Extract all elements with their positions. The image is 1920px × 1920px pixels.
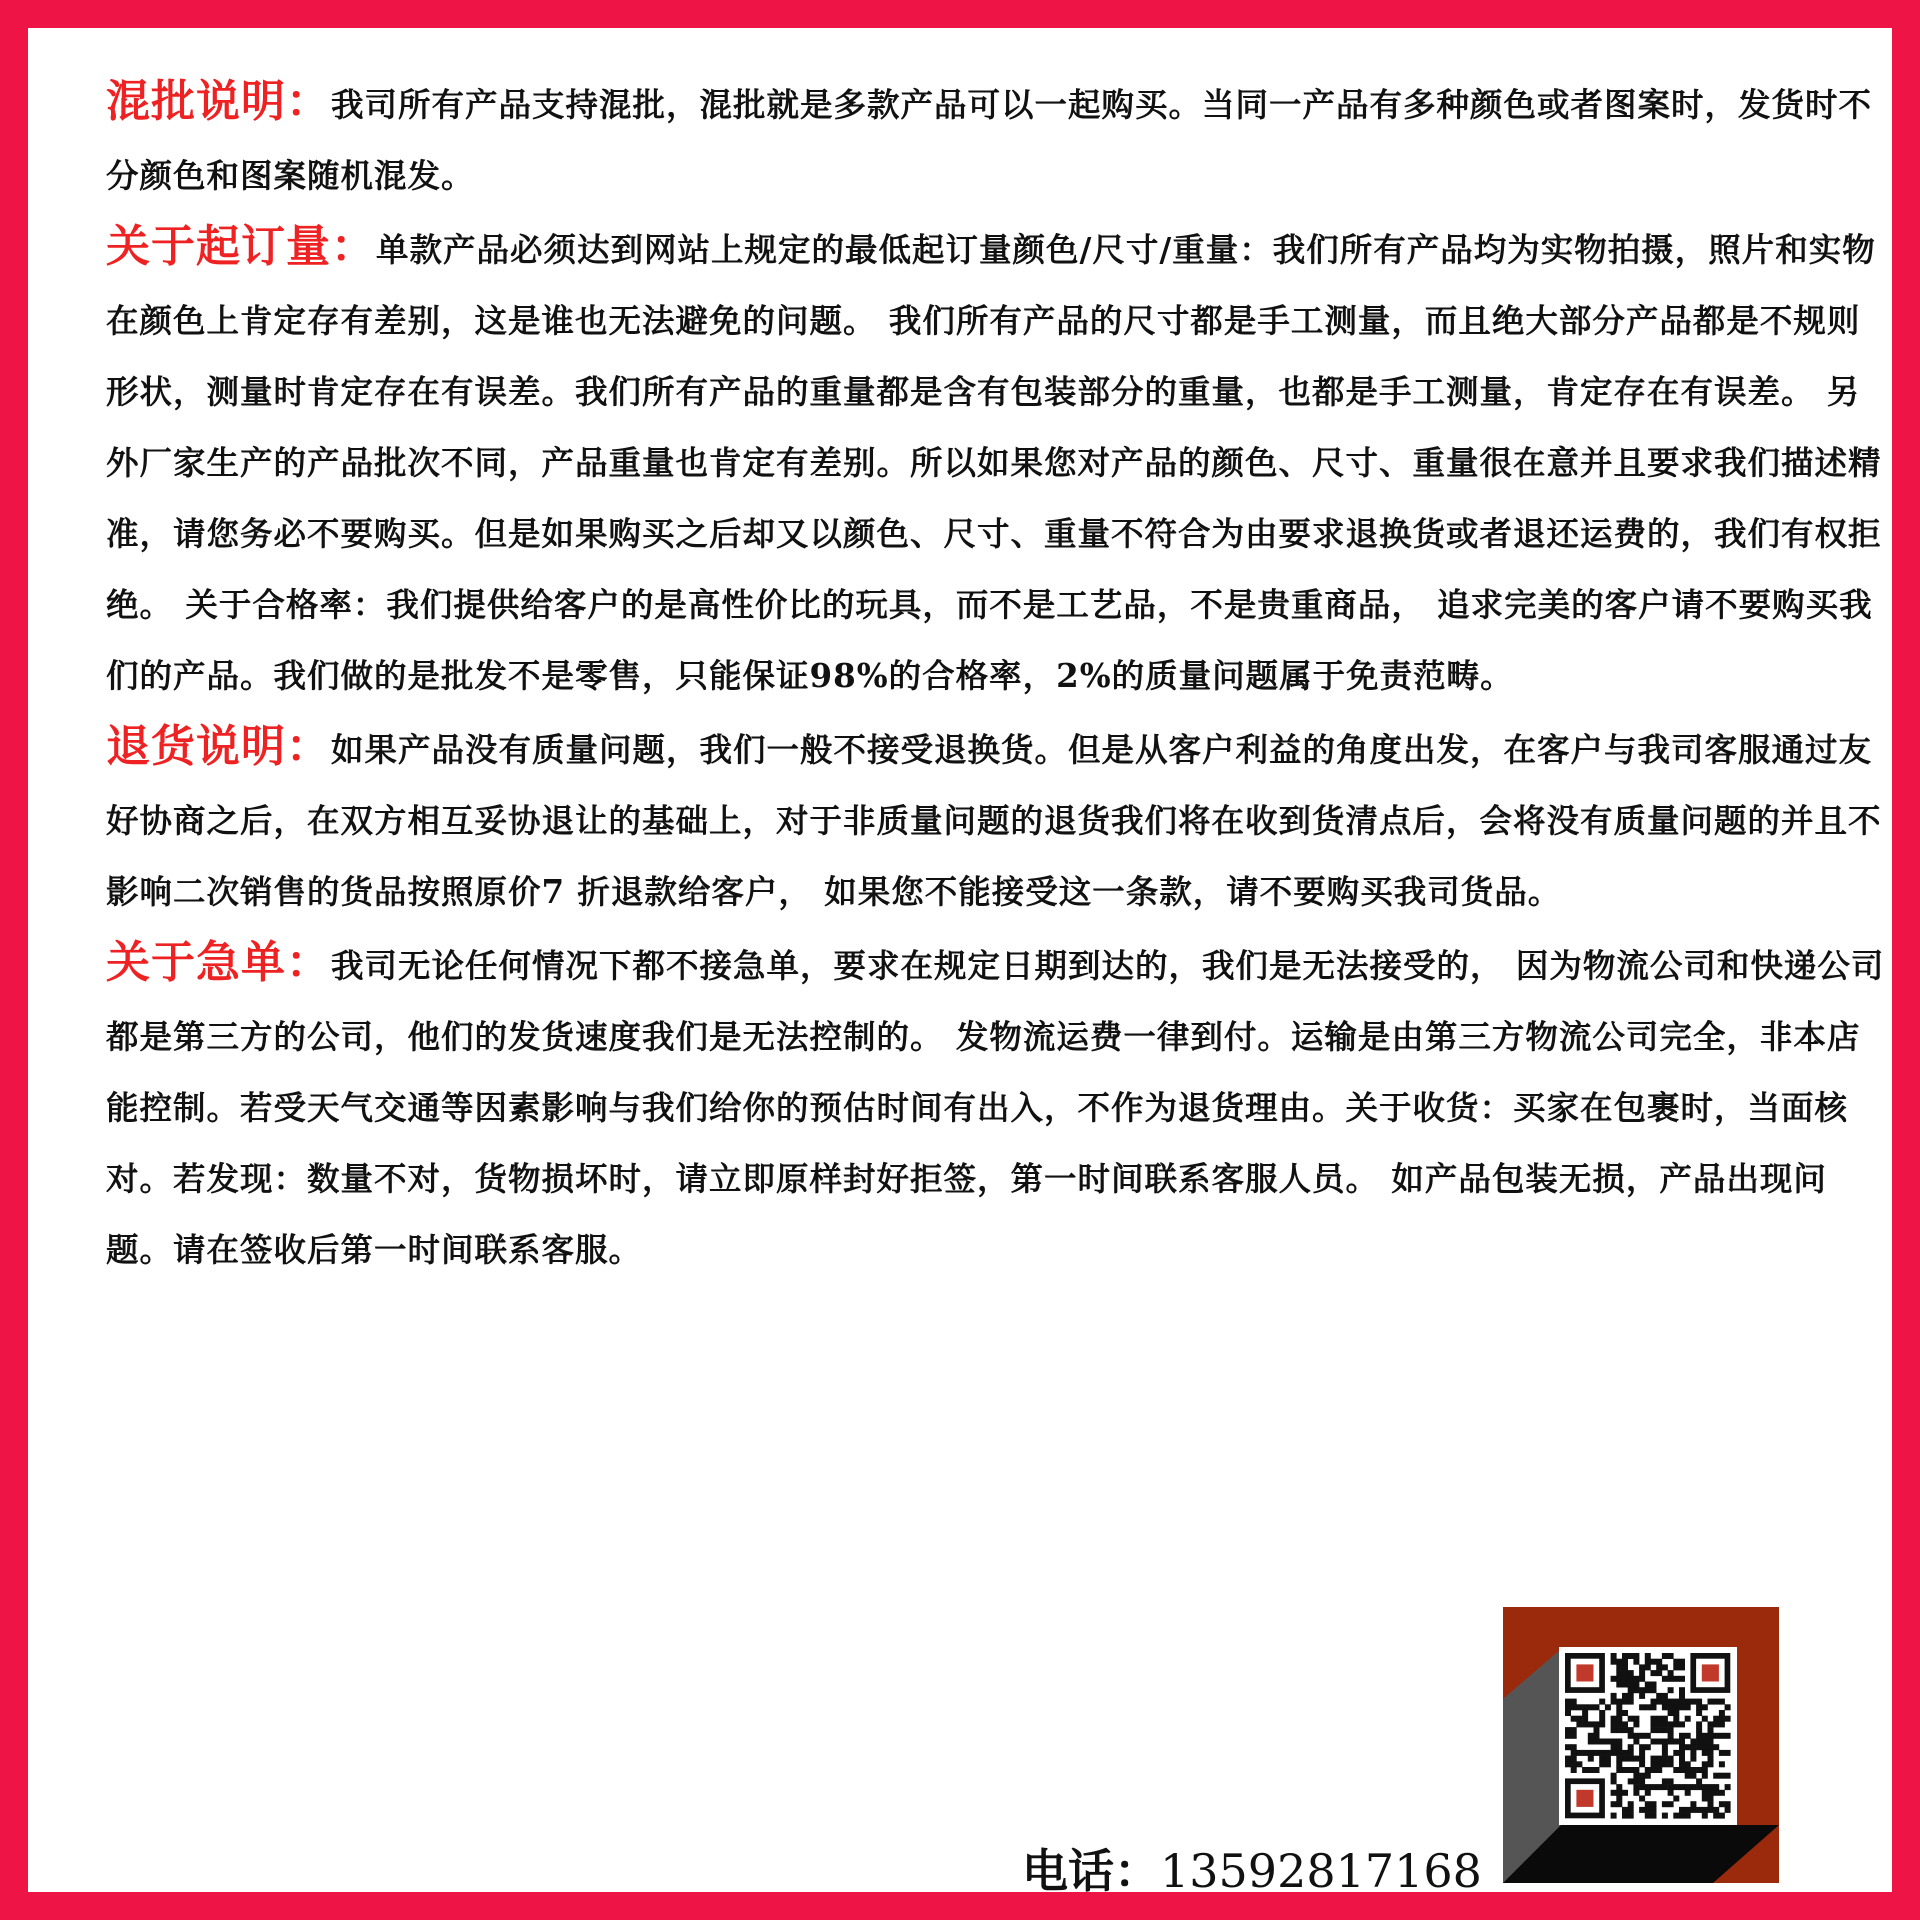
phone-contact [1022, 1835, 1482, 1901]
phone-number: 13592817168 [1160, 1844, 1482, 1898]
phone-label: 电话： [1022, 1844, 1160, 1898]
section-mix-wholesale [106, 66, 1886, 211]
section-rush-orders [106, 927, 1886, 1285]
section-heading-mix-wholesale: 混批说明： [106, 76, 331, 127]
section-heading-returns: 退货说明： [106, 721, 331, 772]
section-min-order [106, 211, 1886, 711]
notice-content [106, 66, 1886, 1285]
section-text-rush-orders: 我司无论任何情况下都不接急单，要求在规定日期到达的，我们是无法接受的， 因为物流公司和快递公司都是第三方的公司，他们的发货速度我们是无法控制的。 发物流运费一律到付。运输是由第三方物流公司完全，非本店能控制。若受天气交通等因素影响与我们给你的预估时间有出入，不作为退货理由。关于收货：买家在包裹时，当面核对。若发现：数量不对，货物损坏时，请立即原样封好拒签，第一时间联系客服人员。 如产品包装无损，产品出现问题。请在签收后第一时间联系客服。 [106, 946, 1885, 1269]
section-heading-min-order: 关于起订量： [106, 221, 376, 272]
section-text-mix-wholesale: 我司所有产品支持混批，混批就是多款产品可以一起购买。当同一产品有多种颜色或者图案时，发货时不分颜色和图案随机混发。 [106, 85, 1873, 195]
section-returns [106, 711, 1886, 927]
section-heading-rush-orders: 关于急单： [106, 937, 331, 988]
section-text-returns: 如果产品没有质量问题，我们一般不接受退换货。但是从客户利益的角度出发，在客户与我司客服通过友好协商之后，在双方相互妥协退让的基础上，对于非质量问题的退货我们将在收到货清点后，会将没有质量问题的并且不影响二次销售的货品按照原价7 折退款给客户， 如果您不能接受这一条款，请不要购买我司货品。 [106, 730, 1882, 911]
section-text-min-order: 单款产品必须达到网站上规定的最低起订量颜色/尺寸/重量：我们所有产品均为实物拍摄，照片和实物在颜色上肯定存有差别，这是谁也无法避免的问题。 我们所有产品的尺寸都是手工测量，而且绝大部分产品都是不规则形状，测量时肯定存在有误差。我们所有产品的重量都是含有包装部分的重量，也都是手工测量，肯定存在有误差。 另外厂家生产的产品批次不同，产品重量也肯定有差别。所以如果您对产品的颜色、尺寸、重量很在意并且要求我们描述精准，请您务必不要购买。但是如果购买之后却又以颜色、尺寸、重量不符合为由要求退换货或者退还运费的，我们有权拒绝。 关于合格率：我们提供给客户的是高性价比的玩具，而不是工艺品，不是贵重商品， 追求完美的客户请不要购买我们的产品。我们做的是批发不是零售，只能保证98%的合格率，2%的质量问题属于免责范畴。 [106, 230, 1882, 695]
qr-code-icon [1503, 1607, 1779, 1883]
